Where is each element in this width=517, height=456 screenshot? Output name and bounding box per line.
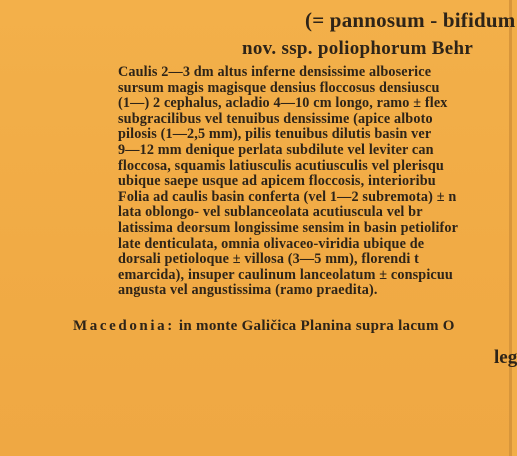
collector-label: leg bbox=[494, 347, 517, 368]
description-line: pilosis (1—2,5 mm), pilis tenuibus dilutis basin ver bbox=[118, 126, 432, 143]
description-line: late denticulata, omnia olivaceo-viridia ubique de bbox=[118, 235, 425, 252]
description-line: sursum magis magisque densius floccosus densiuscu bbox=[118, 79, 440, 96]
description-line: emarcida), insuper caulinum lanceolatum ± conspicuu bbox=[118, 266, 453, 283]
description-line: subgracilibus vel tenuibus densissime (apice alboto bbox=[118, 110, 433, 127]
description-line: latissima deorsum longissime sensim in basin petiolifor bbox=[118, 220, 459, 236]
locality-region: Macedonia: bbox=[73, 318, 175, 334]
locality-text: in monte Galičica Planina supra lacum O bbox=[174, 318, 455, 334]
description-line: lata oblongo- vel sublanceolata acutiuscula vel br bbox=[118, 204, 423, 221]
description-line: Caulis 2—3 dm altus inferne densissime alboserice bbox=[118, 64, 432, 80]
description-line: 9—12 mm denique perlata subdilute vel leviter can bbox=[118, 142, 434, 158]
description-line: dorsali petioloque ± villosa (3—5 mm), florendi t bbox=[118, 251, 419, 268]
description-line: ubique saepe usque ad apicem floccosis, interioribu bbox=[118, 173, 436, 190]
description-line: Folia ad caulis basin conferta (vel 1—2 subremota) ± n bbox=[118, 188, 457, 205]
description-line: (1—) 2 cephalus, acladio 4—10 cm longo, ramo ± flex bbox=[118, 95, 448, 112]
header-synonym-line: (= pannosum - bifidum bbox=[305, 8, 516, 32]
description-line: angusta vel angustissima (ramo praedita). bbox=[118, 282, 378, 299]
description-line: floccosa, squamis latiusculis acutiusculis vel plerisqu bbox=[118, 157, 444, 174]
locality-line bbox=[73, 318, 512, 335]
header-taxon-line: nov. ssp. poliophorum Behr bbox=[242, 38, 474, 59]
